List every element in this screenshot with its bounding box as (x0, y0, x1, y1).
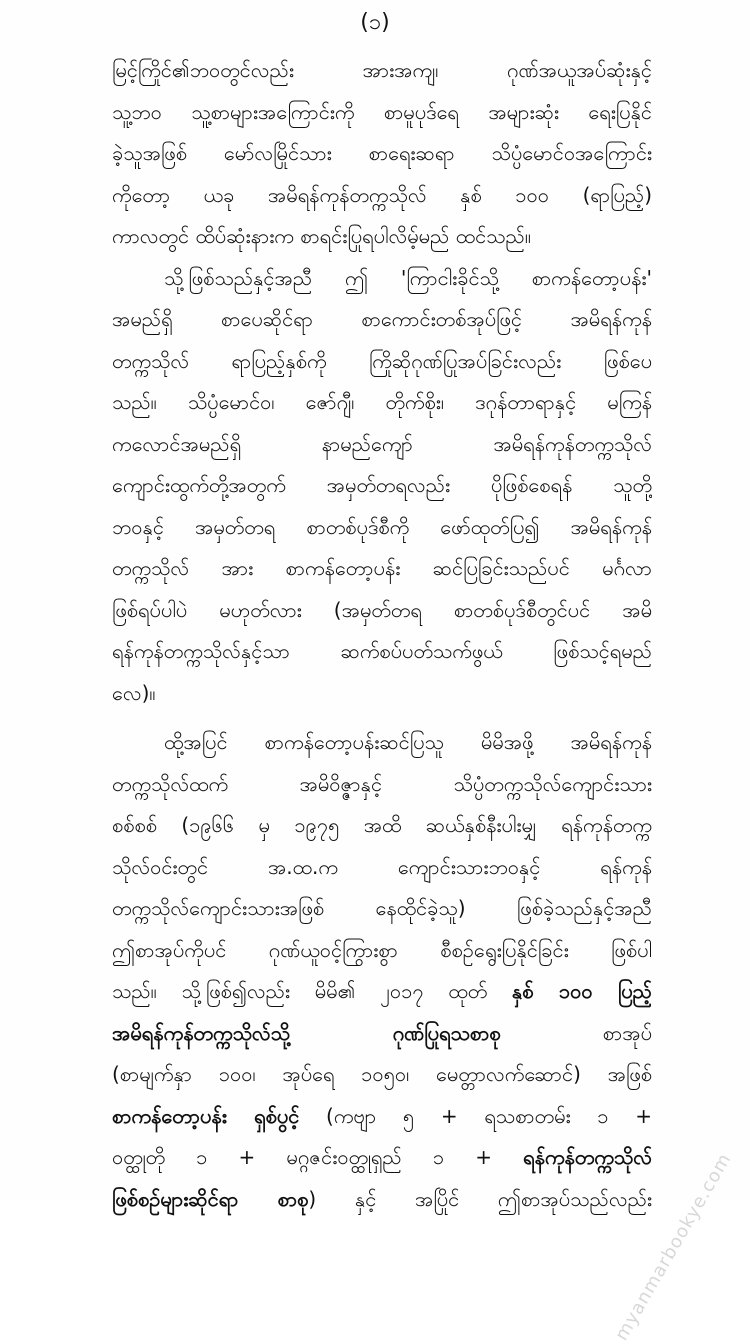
text-line: ကျောင်းထွက်တို့အတွက် အမှတ်တရလည်း ပိုဖြစ်စေရန် သူတို့ (112, 465, 652, 507)
text-line (112, 1013, 652, 1055)
bold-title-span: အမိရန်ကုန်တက္ကသိုလ်သို့ ဂုဏ်ပြုရသစာစု (112, 1021, 501, 1045)
text-line: မြင့်ကြိုင်၏ဘဝတွင်လည်း အားအကျ၊ ဂုဏ်အယူအပ်ဆုံးနှင့် (112, 50, 652, 92)
bold-title-span: စာကန်တော့ပန်း ရှစ်ပွင့် (112, 1104, 299, 1128)
text-span: (ကဗျာ ၅ + ရသစာတမ်း ၁ + (326, 1104, 652, 1128)
text-span: ) နှင့် အပြိုင် ဤစာအုပ်သည်လည်း (308, 1187, 652, 1211)
bold-title-span: ရန်ကုန်တက္ကသိုလ် (523, 1145, 652, 1169)
text-line: လေ)။ (112, 673, 652, 715)
text-line: ဖြစ်ရပ်ပါပဲ မဟုတ်လား (အမှတ်တရ စာတစ်ပုဒ်စီတွင်ပင် အမိ (112, 590, 652, 632)
text-line: သည်။ သိပ္ပံမောင်ဝ၊ ဇော်ဂျီ၊ တိုက်စိုး၊ ဒဂုန်တာရာနှင့် မကြန် (112, 382, 652, 424)
text-line: ရန်ကုန်တက္ကသိုလ်နှင့်သာ ဆက်စပ်ပတ်သက်ဖွယ် ဖြစ်သင့်ရမည် (112, 631, 652, 673)
text-line: ခဲ့သူအဖြစ် မော်လမြိုင်သား စာရေးဆရာ သိပ္ပံမောင်ဝအကြောင်း (112, 133, 652, 175)
text-line: တက္ကသိုလ်ထက် အမိဝိဇ္ဇာနှင့် သိပ္ပံတက္ကသိုလ်ကျောင်းသား (112, 764, 652, 806)
text-line: စစ်စစ် (၁၉၆၆ မှ ၁၉၇၅ အထိ ဆယ်နှစ်နီးပါးမျှ ရန်ကုန်တက္က (112, 805, 652, 847)
text-line: ကလောင်အမည်ရှိ နာမည်ကျော် အမိရန်ကုန်တက္ကသိုလ် (112, 424, 652, 466)
body-text (112, 50, 652, 1220)
text-line: တက္ကသိုလ် ရာပြည့်နှစ်ကို ကြိုဆိုဂုဏ်ပြုအပ်ခြင်းလည်း ဖြစ်ပေ (112, 341, 652, 383)
text-line: သူ့ဘဝ သူ့စာများအကြောင်းကို စာမူပုဒ်ရေ အများဆုံး ရေးပြနိုင် (112, 92, 652, 134)
text-line (112, 971, 652, 1013)
text-line: တက္ကသိုလ်ကျောင်းသားအဖြစ် နေထိုင်ခဲ့သူ) ဖြစ်ခဲ့သည်နှင့်အညီ (112, 888, 652, 930)
text-line: ထို့အပြင် စာကန်တော့ပန်းဆင်ပြသူ မိမိအဖို့ အမိရန်ကုန် (112, 722, 652, 764)
text-line: တက္ကသိုလ် အား စာကန်တော့ပန်း ဆင်ပြခြင်းသည်ပင် မင်္ဂလာ (112, 548, 652, 590)
text-line (112, 1137, 652, 1179)
text-line: သို့ဖြစ်သည်နှင့်အညီ ဤ 'ကြာငါးခိုင်သို့ စာကန်တော့ပန်း' (112, 258, 652, 300)
text-span: သည်။ သို့ဖြစ်၍လည်း မိမိ၏ ၂၀၁၇ ထုတ် (112, 979, 487, 1003)
text-line: သိုလ်ဝင်းတွင် အ.ထ.က ကျောင်းသားဘဝနှင့် ရန်ကုန် (112, 847, 652, 889)
text-span: စာအုပ် (603, 1021, 652, 1045)
paragraph-gap (112, 714, 652, 722)
text-line: ကိုတော့ ယခု အမိရန်ကုန်တက္ကသိုလ် နှစ် ၁၀၀ (ရာပြည့်) (112, 175, 652, 217)
bold-title-span: ဖြစ်စဉ်များဆိုင်ရာ စာစု (112, 1187, 308, 1211)
text-line: (စာမျက်နှာ ၁၀၀၊ အုပ်ရေ ၁၀၅၀၊ မေတ္တာလက်ဆောင်) အဖြစ် (112, 1054, 652, 1096)
text-line: ကာလတွင် ထိပ်ဆုံးနားက စာရင်းပြုရပါလိမ့်မည် ထင်သည်။ (112, 216, 652, 258)
watermark: myanmarbookye.com (611, 1150, 736, 1344)
bold-title-span: နှစ် ၁၀၀ ပြည့် (512, 979, 652, 1003)
text-line (112, 1179, 652, 1221)
text-line (112, 1096, 652, 1138)
text-line: ဤစာအုပ်ကိုပင် ဂုဏ်ယူဝင့်ကြွားစွာ စီစဉ်ရွေးပြနိုင်ခြင်း ဖြစ်ပါ (112, 930, 652, 972)
text-line: ဘဝနှင့် အမှတ်တရ စာတစ်ပုဒ်စီကို ဖော်ထုတ်ပြ၍ အမိရန်ကုန် (112, 507, 652, 549)
text-span: ဝတ္ထုတို ၁ + မဂ္ဂဇင်းဝတ္ထုရှည် ၁ + (112, 1145, 492, 1169)
text-line: အမည်ရှိ စာပေဆိုင်ရာ စာကောင်းတစ်အုပ်ဖြင့် အမိရန်ကုန် (112, 299, 652, 341)
page-number: (၁) (0, 8, 750, 38)
